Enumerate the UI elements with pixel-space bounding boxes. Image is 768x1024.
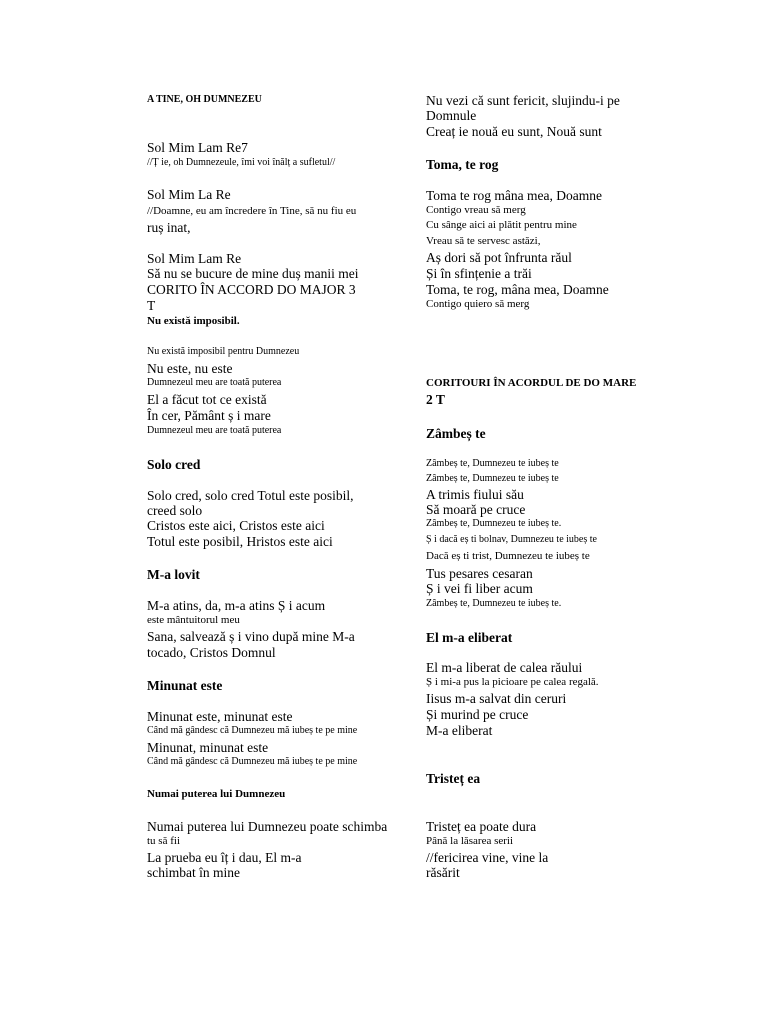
right-line: Tristeț ea poate dura — [426, 819, 537, 834]
left-line: La prueba eu îț i dau, El m-a — [147, 850, 302, 865]
right-line: Aș dori să pot înfrunta răul — [426, 250, 572, 265]
right-line: Toma te rog mâna mea, Doamne — [426, 188, 602, 203]
right-line: Domnule — [426, 108, 477, 123]
right-line: Dacă eș ti trist, Dumnezeu te iubeș te — [426, 550, 590, 562]
right-line: CORITOURI ÎN ACORDUL DE DO MARE — [426, 377, 637, 389]
left-line: creed solo — [147, 503, 203, 518]
right-line: Cu sânge aici ai plătit pentru mine — [426, 219, 577, 231]
left-line: Solo cred — [147, 457, 201, 472]
right-line: El m-a liberat de calea răului — [426, 660, 583, 675]
left-line: Solo cred, solo cred Totul este posibil, — [147, 488, 354, 503]
right-line: 2 T — [426, 392, 445, 407]
left-line: schimbat în mine — [147, 865, 240, 880]
right-line: răsărit — [426, 865, 460, 880]
left-line: este mântuitorul meu — [147, 614, 240, 626]
left-line: T — [147, 298, 156, 313]
right-line: Ș i mi-a pus la picioare pe calea regală. — [426, 676, 599, 688]
right-line: Ș i dacă eș ti bolnav, Dumnezeu te iubeș te — [426, 534, 597, 545]
left-line: tu să fii — [147, 835, 180, 847]
right-line: Tus pesares cesaran — [426, 566, 533, 581]
right-line: Zâmbeș te — [426, 426, 486, 441]
right-line: M-a eliberat — [426, 723, 493, 738]
right-line: Până la lăsarea serii — [426, 835, 514, 847]
left-line: Dumnezeul meu are toată puterea — [147, 425, 282, 436]
left-line: Minunat este, minunat este — [147, 709, 293, 724]
right-line: Toma, te rog, mâna mea, Doamne — [426, 282, 609, 297]
left-line: Cristos este aici, Cristos este aici — [147, 518, 325, 533]
left-line: //Ț ie, oh Dumnezeule, îmi voi înălț a sufletul// — [147, 157, 336, 168]
right-line: Să moară pe cruce — [426, 502, 526, 517]
right-line: Toma, te rog — [426, 157, 499, 172]
right-line: Zâmbeș te, Dumnezeu te iubeș te — [426, 473, 559, 484]
right-line: Iisus m-a salvat din ceruri — [426, 691, 567, 706]
right-line: El m-a eliberat — [426, 630, 513, 645]
left-line: ruș inat, — [147, 220, 191, 235]
left-line: Sol Mim La Re — [147, 187, 231, 202]
left-line: Nu există imposibil. — [147, 315, 240, 327]
left-line: Dumnezeul meu are toată puterea — [147, 377, 282, 388]
left-line: Când mă gândesc că Dumnezeu mă iubeș te pe mine — [147, 756, 358, 767]
left-line: El a făcut tot ce există — [147, 392, 267, 407]
left-line: A TINE, OH DUMNEZEU — [147, 94, 262, 105]
left-line: Minunat, minunat este — [147, 740, 269, 755]
right-line: Tristeț ea — [426, 771, 481, 786]
right-line: Zâmbeș te, Dumnezeu te iubeș te. — [426, 518, 562, 529]
left-line: Numai puterea lui Dumnezeu — [147, 788, 286, 800]
left-line: Numai puterea lui Dumnezeu poate schimba — [147, 819, 388, 834]
left-line: Totul este posibil, Hristos este aici — [147, 534, 333, 549]
right-line: Contigo quiero să merg — [426, 298, 530, 310]
left-line: tocado, Cristos Domnul — [147, 645, 276, 660]
right-line: Ș i vei fi liber acum — [426, 581, 533, 596]
right-line: A trimis fiului său — [426, 487, 524, 502]
left-line: Sana, salvează ș i vino după mine M-a — [147, 629, 355, 644]
left-line: Nu este, nu este — [147, 361, 233, 376]
left-line: Să nu se bucure de mine duș manii mei — [147, 266, 359, 281]
left-line: CORITO ÎN ACCORD DO MAJOR 3 — [147, 282, 356, 297]
right-line: Nu vezi că sunt fericit, slujindu-i pe — [426, 93, 620, 108]
left-line: Când mă gândesc că Dumnezeu mă iubeș te pe mine — [147, 725, 358, 736]
left-line: M-a lovit — [147, 567, 200, 582]
left-line: Sol Mim Lam Re7 — [147, 140, 248, 155]
right-line: //fericirea vine, vine la — [426, 850, 549, 865]
right-line: Și în sfințenie a trăi — [426, 266, 532, 281]
right-line: Și murind pe cruce — [426, 707, 529, 722]
right-line: Creaț ie nouă eu sunt, Nouă sunt — [426, 124, 602, 139]
left-line: M-a atins, da, m-a atins Ș i acum — [147, 598, 326, 613]
left-line: //Doamne, eu am încredere în Tine, să nu fiu eu — [147, 205, 357, 217]
left-line: În cer, Pământ ș i mare — [147, 408, 271, 423]
right-line: Zâmbeș te, Dumnezeu te iubeș te — [426, 458, 559, 469]
right-line: Zâmbeș te, Dumnezeu te iubeș te. — [426, 598, 562, 609]
right-line: Contigo vreau să merg — [426, 204, 526, 216]
left-line: Sol Mim Lam Re — [147, 251, 242, 266]
left-line: Minunat este — [147, 678, 223, 693]
left-line: Nu există imposibil pentru Dumnezeu — [147, 346, 300, 357]
right-line: Vreau să te servesc astăzi, — [426, 235, 541, 247]
